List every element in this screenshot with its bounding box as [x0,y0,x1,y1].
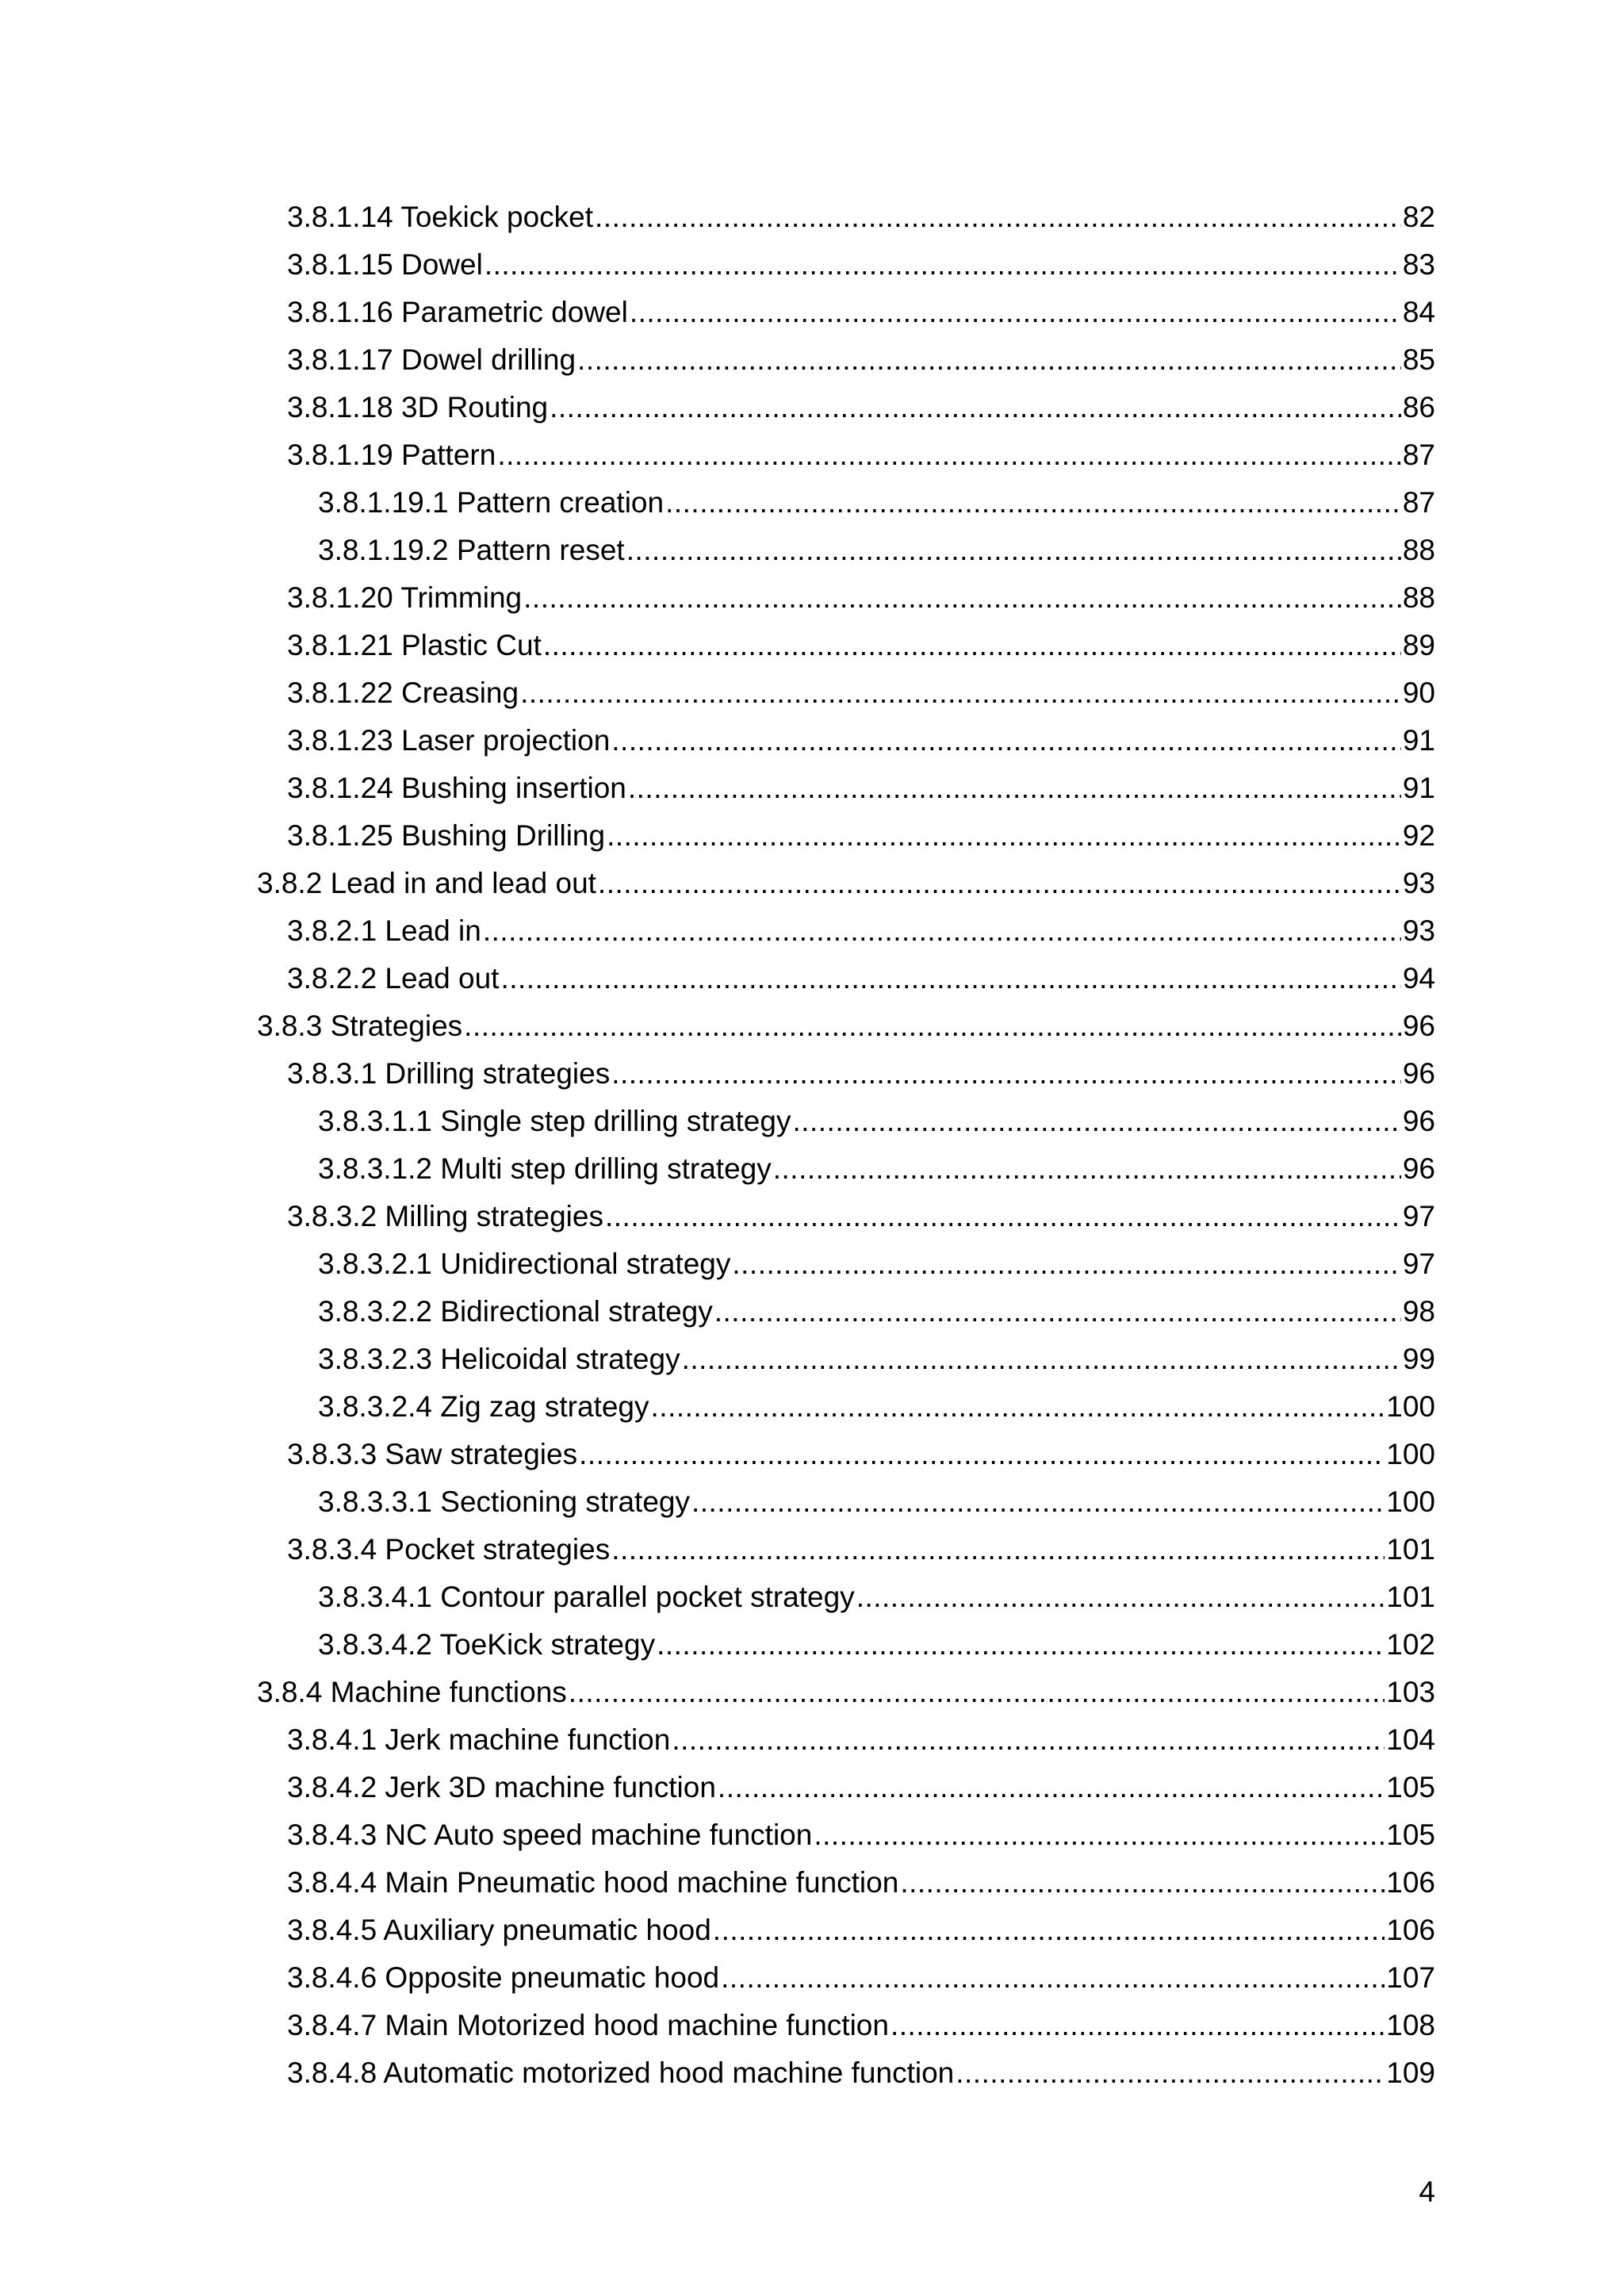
toc-entry-page: 87 [1402,439,1435,471]
toc-entry-page: 86 [1402,391,1435,424]
toc-dot-leader [483,907,1401,955]
toc-entry-title: 3.8.1.16 Parametric dowel [287,296,628,328]
toc-entry-page: 93 [1402,914,1435,947]
toc-entry-title: 3.8.3.4.2 ToeKick strategy [318,1628,656,1661]
toc-entry-page: 97 [1402,1248,1435,1280]
toc-dot-leader [856,1573,1385,1621]
toc-entry-page: 90 [1402,677,1435,709]
toc-dot-leader [792,1098,1400,1145]
toc-entry-page: 89 [1402,629,1435,661]
toc-entry-page: 97 [1402,1200,1435,1232]
toc-entry[interactable] [0,1621,1624,1669]
toc-dot-leader [595,194,1401,241]
toc-entry-title: 3.8.1.21 Plastic Cut [287,629,542,661]
toc-entry-title: 3.8.1.14 Toekick pocket [287,201,594,233]
toc-dot-leader [732,1240,1400,1288]
toc-entry-page: 82 [1402,201,1435,233]
toc-entry-page: 106 [1386,1914,1435,1946]
toc-entry-title: 3.8.1.22 Creasing [287,677,519,709]
toc-dot-leader [579,1431,1385,1478]
toc-entry-title: 3.8.1.18 3D Routing [287,391,549,424]
toc-dot-leader [900,1859,1385,1907]
toc-entry-title: 3.8.1.17 Dowel drilling [287,343,576,376]
toc-entry[interactable] [0,1764,1624,1811]
toc-entry-page: 109 [1386,2056,1435,2089]
toc-entry-title: 3.8.1.20 Trimming [287,581,523,614]
toc-entry[interactable] [0,1336,1624,1383]
table-of-contents [0,194,1624,2097]
toc-dot-leader [651,1383,1385,1431]
toc-dot-leader [672,1716,1385,1764]
toc-dot-leader [657,1621,1385,1669]
toc-entry-title: 3.8.4.3 NC Auto speed machine function [287,1819,813,1851]
toc-entry-title: 3.8.4 Machine functions [257,1676,567,1708]
toc-entry[interactable] [0,1002,1624,1050]
toc-entry-page: 83 [1402,248,1435,281]
toc-entry-page: 98 [1402,1295,1435,1328]
toc-dot-leader [497,431,1401,479]
toc-dot-leader [550,384,1401,431]
toc-entry-page: 96 [1402,1152,1435,1185]
toc-dot-leader [628,765,1401,812]
toc-dot-leader [814,1811,1385,1859]
toc-dot-leader [598,860,1401,907]
toc-dot-leader [891,2002,1385,2049]
toc-entry[interactable] [0,2049,1624,2097]
toc-entry-title: 3.8.1.24 Bushing insertion [287,772,626,804]
toc-entry-page: 101 [1386,1533,1435,1566]
page-number: 4 [1419,2175,1435,2208]
toc-dot-leader [543,622,1401,669]
toc-entry[interactable] [0,2002,1624,2049]
toc-entry[interactable] [0,527,1624,574]
toc-entry-title: 3.8.3.4 Pocket strategies [287,1533,611,1566]
toc-entry[interactable] [0,479,1624,527]
toc-entry-page: 105 [1386,1819,1435,1851]
toc-entry-title: 3.8.3.2.2 Bidirectional strategy [318,1295,713,1328]
toc-entry-page: 99 [1402,1343,1435,1375]
toc-entry-page: 108 [1386,2009,1435,2041]
toc-dot-leader [721,1954,1385,2002]
toc-entry-page: 96 [1402,1105,1435,1137]
toc-entry-title: 3.8.1.15 Dowel [287,248,483,281]
toc-entry-title: 3.8.3.3.1 Sectioning strategy [318,1485,690,1518]
toc-entry-title: 3.8.4.5 Auxiliary pneumatic hood [287,1914,711,1946]
toc-entry-title: 3.8.3.4.1 Contour parallel pocket strategy [318,1581,855,1613]
toc-dot-leader [611,717,1401,765]
toc-entry[interactable] [0,1907,1624,1954]
toc-entry-title: 3.8.3.3 Saw strategies [287,1438,578,1470]
toc-entry[interactable] [0,1240,1624,1288]
toc-dot-leader [523,574,1401,622]
toc-entry[interactable] [0,289,1624,336]
toc-entry-title: 3.8.1.19.2 Pattern reset [318,534,625,566]
toc-entry-title: 3.8.2.1 Lead in [287,914,481,947]
toc-entry[interactable] [0,1288,1624,1336]
toc-entry-title: 3.8.4.7 Main Motorized hood machine function [287,2009,889,2041]
toc-entry[interactable] [0,1811,1624,1859]
toc-dot-leader [485,241,1401,289]
toc-entry-title: 3.8.2.2 Lead out [287,962,500,995]
toc-entry[interactable] [0,860,1624,907]
toc-entry[interactable] [0,1716,1624,1764]
toc-dot-leader [605,1193,1401,1240]
toc-entry[interactable] [0,1098,1624,1145]
toc-entry[interactable] [0,241,1624,289]
toc-entry-title: 3.8.1.19 Pattern [287,439,496,471]
toc-entry-title: 3.8.3.2.4 Zig zag strategy [318,1390,649,1423]
toc-entry[interactable] [0,1383,1624,1431]
toc-entry[interactable] [0,622,1624,669]
toc-dot-leader [682,1336,1401,1383]
toc-entry-title: 3.8.4.4 Main Pneumatic hood machine function [287,1866,899,1899]
toc-entry-page: 96 [1402,1010,1435,1042]
toc-entry[interactable] [0,574,1624,622]
toc-entry-page: 87 [1402,486,1435,519]
toc-entry-title: 3.8.4.2 Jerk 3D machine function [287,1771,716,1803]
toc-entry-page: 106 [1386,1866,1435,1899]
toc-entry[interactable] [0,336,1624,384]
toc-entry[interactable] [0,669,1624,717]
toc-dot-leader [714,1288,1401,1336]
toc-dot-leader [718,1764,1385,1811]
toc-entry[interactable] [0,1431,1624,1478]
toc-entry-page: 100 [1386,1438,1435,1470]
toc-entry-page: 85 [1402,343,1435,376]
toc-entry[interactable] [0,812,1624,860]
toc-entry[interactable] [0,765,1624,812]
toc-entry-title: 3.8.3.1.2 Multi step drilling strategy [318,1152,772,1185]
toc-entry[interactable] [0,1193,1624,1240]
toc-dot-leader [577,336,1401,384]
toc-entry[interactable] [0,431,1624,479]
toc-entry-title: 3.8.4.8 Automatic motorized hood machine function [287,2056,955,2089]
toc-dot-leader [611,1050,1401,1098]
toc-entry[interactable] [0,1526,1624,1573]
toc-dot-leader [691,1478,1385,1526]
toc-entry-page: 96 [1402,1057,1435,1090]
toc-dot-leader [464,1002,1401,1050]
toc-entry[interactable] [0,1859,1624,1907]
toc-entry[interactable] [0,1478,1624,1526]
toc-dot-leader [713,1907,1385,1954]
toc-entry-page: 101 [1386,1581,1435,1613]
toc-dot-leader [611,1526,1385,1573]
toc-entry-page: 104 [1386,1723,1435,1756]
toc-entry-page: 105 [1386,1771,1435,1803]
toc-entry-title: 3.8.1.25 Bushing Drilling [287,819,606,852]
toc-entry[interactable] [0,194,1624,241]
toc-dot-leader [520,669,1401,717]
toc-entry-page: 94 [1402,962,1435,995]
toc-dot-leader [630,289,1401,336]
toc-entry-page: 107 [1386,1961,1435,1994]
toc-entry-title: 3.8.1.23 Laser projection [287,724,611,757]
toc-entry-title: 3.8.3.2.3 Helicoidal strategy [318,1343,680,1375]
toc-entry-title: 3.8.3.2.1 Unidirectional strategy [318,1248,731,1280]
toc-entry[interactable] [0,1669,1624,1716]
toc-entry-page: 91 [1402,724,1435,757]
toc-entry-title: 3.8.3.1 Drilling strategies [287,1057,611,1090]
toc-entry-title: 3.8.3 Strategies [257,1010,463,1042]
toc-entry[interactable] [0,1573,1624,1621]
toc-entry-title: 3.8.3.2 Milling strategies [287,1200,603,1232]
toc-entry-title: 3.8.4.1 Jerk machine function [287,1723,671,1756]
toc-dot-leader [500,955,1400,1002]
toc-entry-page: 88 [1402,534,1435,566]
toc-entry-title: 3.8.2 Lead in and lead out [257,867,596,899]
toc-entry-title: 3.8.4.6 Opposite pneumatic hood [287,1961,720,1994]
toc-entry-page: 103 [1386,1676,1435,1708]
toc-entry[interactable] [0,717,1624,765]
toc-entry[interactable] [0,1954,1624,2002]
toc-entry[interactable] [0,1050,1624,1098]
toc-dot-leader [665,479,1401,527]
toc-entry-page: 84 [1402,296,1435,328]
toc-dot-leader [626,527,1401,574]
toc-entry-page: 88 [1402,581,1435,614]
toc-dot-leader [956,2049,1385,2097]
toc-entry[interactable] [0,1145,1624,1193]
toc-entry-page: 92 [1402,819,1435,852]
toc-entry-page: 91 [1402,772,1435,804]
toc-entry-title: 3.8.1.19.1 Pattern creation [318,486,665,519]
toc-entry[interactable] [0,907,1624,955]
toc-entry-page: 100 [1386,1485,1435,1518]
toc-entry[interactable] [0,384,1624,431]
toc-dot-leader [607,812,1401,860]
toc-entry-page: 102 [1386,1628,1435,1661]
toc-dot-leader [569,1669,1385,1716]
toc-entry-title: 3.8.3.1.1 Single step drilling strategy [318,1105,791,1137]
toc-entry-page: 100 [1386,1390,1435,1423]
toc-dot-leader [773,1145,1401,1193]
toc-entry-page: 93 [1402,867,1435,899]
toc-entry[interactable] [0,955,1624,1002]
